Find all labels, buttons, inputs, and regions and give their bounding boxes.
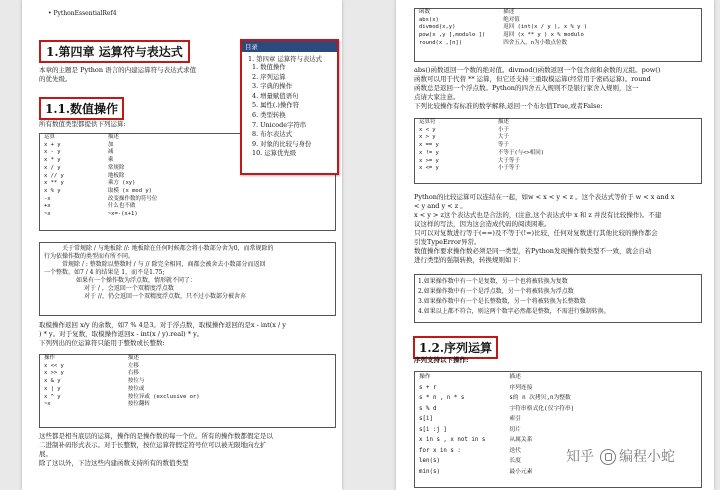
- table-cell: s % d: [419, 405, 437, 412]
- table-cell: 四舍五入，n为小数点位数: [503, 39, 568, 46]
- cmp-table: [415, 119, 548, 173]
- intro-line: 本章的主题是 Python 语言的内建运算符与表达式求值: [39, 66, 197, 74]
- table-header: [415, 372, 578, 383]
- note-line: 关于常规除 / 与地板除 //: 地板除在任何时候都会将小数部分舍为0，而常规除的: [62, 245, 274, 252]
- table-cell: 常规除: [107, 164, 125, 171]
- table-row: [415, 456, 578, 467]
- table-cell: pow(x ,y [,modulo ]): [419, 32, 486, 39]
- rule-line: 4.如果以上都不符合，则这两个数字必然都是整数，不需进行强制转换。: [418, 308, 610, 315]
- intro-line: 的优先级。: [39, 75, 72, 83]
- table-cell: x << y: [44, 362, 64, 369]
- table-cell: 等于: [497, 142, 509, 149]
- cmp-line: 数值操作要求操作数必须是同一类型，若Python发现操作数类型不一致，就会自动: [414, 247, 652, 255]
- table-cell: 按位与: [127, 378, 145, 385]
- table-cell: x ^ y: [44, 393, 61, 400]
- table-cell: 小于: [497, 126, 509, 133]
- table-row: [415, 24, 591, 32]
- toc-item[interactable]: 2. 序列运算: [252, 72, 286, 81]
- abs-line: abs()函数返回一个数的绝对值。divmod()函数返回一个包含商和余数的元组。pow(): [414, 66, 661, 74]
- table-cell: x * y: [44, 157, 61, 164]
- section-1-2-desc: 序列支持以下操作:: [414, 356, 469, 364]
- bottom-line: 这些都是相当底层的运算，操作的是操作数的每一个位。所有的操作数都假定是以: [39, 432, 273, 440]
- toc-item[interactable]: 4. 增量赋值语句: [252, 91, 299, 100]
- seq-table: [415, 372, 578, 477]
- table-cell: s + r: [419, 384, 437, 391]
- table-cell: ~x: [44, 401, 51, 408]
- bit-table-box: [39, 354, 336, 428]
- table-row: [415, 150, 548, 158]
- table-row: [415, 158, 548, 166]
- toc-chapter-link[interactable]: 1. 第四章 运算符与表达式: [248, 55, 323, 63]
- toc-item[interactable]: 10. 运算优先级: [252, 149, 297, 158]
- table-cell: x + y: [44, 141, 61, 148]
- table-row: [40, 386, 204, 394]
- table-cell: 大于等于: [497, 157, 520, 164]
- func-table: [415, 9, 591, 48]
- table-cell: 按位异或 (exclusive or): [127, 393, 200, 400]
- cmp-line: 进行类型的强制转换，转换规则如下：: [414, 256, 525, 264]
- table-cell: 左移: [127, 362, 139, 369]
- table-cell: s的 n 次拷贝,n为整数: [509, 395, 571, 401]
- table-cell: 迭代: [509, 447, 521, 454]
- table-cell: 字符串格式化(仅字符串): [509, 405, 575, 412]
- toc-title: 目录: [242, 41, 337, 52]
- table-cell: x > y: [419, 134, 436, 141]
- note-line: 常规除 / : 整数除以整数时 / 与 // 除完全相同，商都会被舍去小数部分而返回: [62, 261, 266, 268]
- table-cell: x in s , x not in s: [419, 437, 486, 443]
- table-cell: 右移: [127, 370, 139, 377]
- note-line: 一个整数。如7 / 4 的结果是 1，而不是1.75;: [44, 269, 165, 276]
- table-row: [415, 393, 578, 404]
- table-cell: 绝对值: [503, 16, 520, 23]
- table-row: [415, 467, 578, 478]
- table-row: [40, 401, 204, 409]
- table-header-cell: 描述: [497, 119, 509, 125]
- toc-item[interactable]: 8. 布尔表达式: [252, 130, 293, 139]
- table-row: [415, 165, 548, 173]
- table-cell: 减: [107, 149, 114, 156]
- cmp-line: 只可以对复数进行等于(==)及不等于(!=)比较，任何对复数进行其他比较的操作都会: [414, 229, 658, 237]
- toc-item[interactable]: 5. 属性(.)操作符: [252, 101, 300, 110]
- table-cell: x < y: [419, 126, 436, 133]
- table-row: [415, 425, 578, 436]
- abs-line: 函数可以用于代替 ** 运算，但它还支持三重取模运算(经常用于密码运算)。round: [414, 75, 651, 83]
- section-1-1-heading: 1.1.数值操作: [39, 97, 124, 120]
- abs-paragraph: [414, 66, 710, 111]
- table-cell: ~x=-(x+1): [107, 211, 138, 218]
- table-header-cell: 运算符: [419, 119, 436, 125]
- table-cell: x >> y: [44, 370, 64, 377]
- table-cell: x // y: [44, 172, 64, 179]
- table-cell: round(x ,[n]): [419, 39, 463, 46]
- table-cell: divmod(x,y): [419, 24, 456, 31]
- table-row: [415, 142, 548, 150]
- table-row: [40, 142, 161, 150]
- table-header-cell: 运算: [44, 134, 56, 140]
- table-cell: x >= y: [419, 157, 439, 164]
- table-row: [40, 378, 204, 386]
- note-line: 如果有一个操作数为浮点数，情形就不同了：: [76, 277, 197, 284]
- table-cell: x ** y: [44, 180, 64, 187]
- table-row: [40, 203, 161, 211]
- rule-line: 2.如果操作数中有一个是浮点数，另一个将被转换为浮点数: [418, 288, 574, 295]
- right-page: [396, 0, 714, 490]
- wechat-icon: [600, 449, 616, 465]
- intro-paragraph: [39, 66, 196, 84]
- table-cell: 切片: [509, 426, 521, 433]
- table-cell: x % y: [44, 187, 61, 194]
- bottom-line: 展。: [39, 450, 52, 458]
- table-cell: s * n , n * s: [419, 395, 465, 401]
- table-cell: for x in s :: [419, 447, 461, 454]
- table-row: [415, 404, 578, 415]
- table-row: [415, 134, 548, 142]
- table-cell: 乘: [107, 157, 114, 164]
- table-cell: 从属关系: [509, 437, 533, 443]
- table-row: [40, 363, 204, 371]
- cmp-line: < y and y < z 。: [414, 202, 467, 210]
- rule-line: 1.如果操作数中有一个是复数，另一个也将被转换为复数: [418, 278, 568, 285]
- table-cell: 什么也不做: [107, 203, 136, 210]
- table-cell: x - y: [44, 149, 61, 156]
- table-cell: 返回 (int(x / y ), x % y ): [503, 24, 588, 31]
- table-cell: 取模 (x mod y): [107, 187, 152, 194]
- cmp-line: x < y > z这个表达式也是合法的，(注意,这个表达式中 x 和 z 并没有比较操作)。不建: [414, 211, 662, 219]
- table-cell: len(s): [419, 458, 440, 464]
- table-row: [40, 188, 161, 196]
- toc-panel: [240, 39, 339, 175]
- table-cell: x == y: [419, 142, 439, 149]
- chapter-title: 1.第四章 运算符与表达式: [39, 40, 190, 63]
- func-table-box: [414, 8, 702, 62]
- table-cell: s[i]: [419, 416, 433, 422]
- table-row: [415, 40, 591, 48]
- abs-line: 下列比较操作有标准的数学解释,返回一个布尔值True,或者False:: [414, 102, 603, 110]
- table-cell: 按位或: [127, 385, 145, 392]
- section-1-2-heading: 1.2.序列运算: [413, 336, 498, 359]
- table-cell: 返回 (x ** y ) x % modulo: [503, 32, 584, 39]
- table-cell: 按位翻转: [127, 401, 150, 408]
- table-cell: x != y: [419, 149, 439, 156]
- watermark-account: 编程小蛇: [619, 449, 675, 465]
- watermark-site: 知乎: [566, 449, 594, 465]
- toc-item[interactable]: 3. 字典的操作: [252, 82, 293, 91]
- section-1-1-desc: 所有数值类型都提供下列运算:: [39, 120, 126, 128]
- table-row: [415, 127, 548, 135]
- cmp-line: 引发TypeError异常。: [414, 238, 481, 246]
- table-cell: 序列连接: [509, 384, 533, 391]
- table-row: [415, 383, 578, 394]
- bottom-line: 二进制补码形式表示。对于长整数，按位运算符假定符号位可以被无限地向左扩: [39, 441, 267, 449]
- rule-line: 3.如果操作数中有一个是长整数数，另一个将被转换为长整数数: [418, 298, 586, 305]
- watermark: [566, 446, 675, 466]
- table-header-cell: 操作: [419, 374, 431, 380]
- table-cell: 长度: [509, 458, 521, 464]
- table-cell: min(s): [419, 468, 440, 475]
- table-row: [415, 414, 578, 425]
- note-line: 对于 / ，会返回一个双精度浮点数: [84, 285, 174, 292]
- seq-table-box: [414, 371, 702, 488]
- table-row: [415, 32, 591, 40]
- table-header-cell: 操作: [44, 355, 56, 361]
- table-header-cell: 描述: [127, 355, 139, 361]
- table-header: [40, 355, 204, 363]
- left-page: [22, 0, 342, 490]
- table-header: [415, 9, 591, 17]
- table-cell: 乘方 (xy): [107, 180, 136, 187]
- table-row: [40, 211, 161, 219]
- mod-paragraph: [39, 321, 286, 348]
- table-cell: 加: [107, 141, 114, 148]
- table-header-cell: 描述: [107, 134, 119, 140]
- note-line: 对于 //，仍会返回一个双精度浮点数，只不过小数部分被舍弃: [84, 293, 246, 300]
- table-cell: x / y: [44, 164, 61, 171]
- bullet-line: • PythonEssentialRef4: [48, 10, 117, 17]
- abs-line: 函数总是返回一个浮点数。Python的四舍五入规则不是银行家舍入规则，这一: [414, 84, 639, 92]
- table-cell: 改变操作数的符号位: [107, 195, 158, 202]
- cmp-line: 议这样的写法，因为这会造成代码的阅读困难。: [414, 220, 551, 228]
- toc-item[interactable]: 7. Unicode字符串: [252, 120, 307, 129]
- table-row: [40, 173, 161, 181]
- toc-item[interactable]: 1. 数值操作: [252, 63, 286, 71]
- table-cell: ~x: [44, 211, 51, 218]
- table-cell: 不等于(与<>相同): [497, 149, 545, 156]
- abs-line: 点请大家注意。: [414, 93, 460, 101]
- bullet-text: PythonEssentialRef4: [53, 10, 117, 17]
- table-header-cell: 函数: [419, 9, 431, 15]
- mod-line: 取模操作返回 x/y 的余数，如7 % 4是3。对于浮点数，取模操作返回的是x - int(x / y: [39, 321, 286, 329]
- table-cell: 最小元素: [509, 468, 533, 475]
- table-row: [40, 157, 161, 165]
- conversion-rules-box: [414, 274, 702, 323]
- arith-table: [40, 134, 161, 219]
- table-row: [415, 446, 578, 457]
- table-row: [40, 370, 204, 378]
- table-cell: s[i :j ]: [419, 426, 447, 433]
- table-header: [415, 119, 548, 127]
- table-cell: abs(x): [419, 16, 439, 23]
- table-row: [40, 165, 161, 173]
- bottom-line: 除了这以外，下边这些内建函数支持所有的数值类型: [39, 459, 189, 467]
- bit-table: [40, 355, 204, 409]
- table-cell: x | y: [44, 385, 61, 392]
- table-cell: x <= y: [419, 165, 439, 172]
- table-cell: 大于: [497, 134, 509, 141]
- table-row: [415, 435, 578, 446]
- bottom-paragraph: [39, 432, 273, 468]
- mod-line: ) * y。对于复数，取模操作返回x - int(x / y).real) * y。: [39, 330, 204, 338]
- table-cell: 索引: [509, 416, 521, 422]
- table-header: [40, 134, 161, 142]
- table-row: [40, 180, 161, 188]
- table-header-cell: 描述: [509, 374, 521, 380]
- table-cell: x & y: [44, 378, 61, 385]
- table-header-cell: 描述: [503, 9, 515, 15]
- table-cell: 小于等于: [497, 165, 520, 172]
- table-row: [40, 394, 204, 402]
- cmp-paragraph: [414, 193, 710, 265]
- cmp-table-box: [414, 118, 702, 184]
- table-row: [40, 196, 161, 204]
- table-cell: +x: [44, 203, 51, 210]
- mod-line: 下列列出的位运算符只能用于整数或长整数:: [39, 339, 165, 347]
- table-cell: 地板除: [107, 172, 125, 179]
- toc-item[interactable]: 6. 类型转换: [252, 110, 286, 119]
- table-cell: -x: [44, 195, 51, 202]
- table-row: [40, 149, 161, 157]
- note-line: 行为依操作数的类型而有所不同。: [44, 253, 135, 260]
- cmp-line: Python的比较运算可以连结在一起，如w < x < y < z 。这个表达式等价于 w < x and x: [414, 193, 675, 201]
- toc-item[interactable]: 9. 对象的比较与身份: [252, 139, 312, 148]
- division-note-box: [39, 242, 336, 316]
